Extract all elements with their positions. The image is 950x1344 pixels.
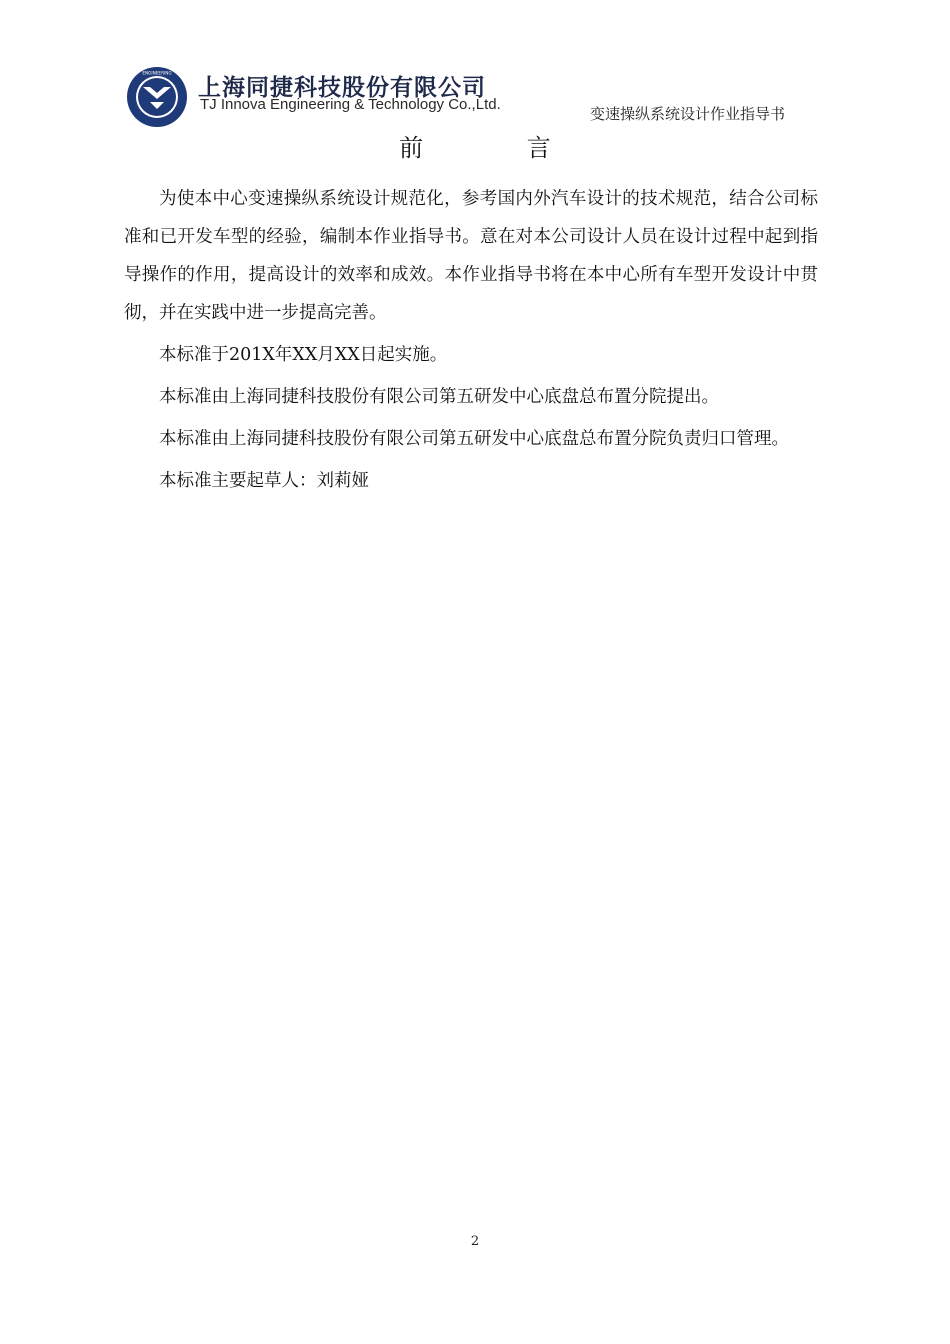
page-heading: 前 言 — [399, 134, 599, 162]
company-logo-seal — [126, 66, 188, 128]
svg-text:ENGINEERING: ENGINEERING — [142, 70, 172, 76]
company-name-cn: 上海同捷科技股份有限公司 — [198, 75, 486, 101]
paragraph-managed-by: 本标准由上海同捷科技股份有限公司第五研发中心底盘总布置分院负责归口管理。 — [159, 429, 789, 449]
document-title: 变速操纵系统设计作业指导书 — [590, 105, 786, 123]
paragraph-effective-date: 本标准于201X年XX月XX日起实施。 — [159, 345, 448, 365]
page-header — [120, 66, 820, 128]
paragraph-drafter: 本标准主要起草人：刘莉娅 — [159, 471, 369, 491]
paragraph-proposed-by: 本标准由上海同捷科技股份有限公司第五研发中心底盘总布置分院提出。 — [159, 387, 719, 407]
paragraph-intro: 为使本中心变速操纵系统设计规范化，参考国内外汽车设计的技术规范，结合公司标准和已开发车型的经验，编制本作业指导书。意在对本公司设计人员在设计过程中起到指导操作的作用，提高设计的效率和成效。本作业指导书将在本中心所有车型开发设计中贯彻，并在实践中进一步提高完善。 — [124, 189, 818, 323]
company-name-en: TJ Innova Engineering & Technology Co.,Ltd. — [200, 96, 501, 113]
preface-body — [124, 180, 818, 504]
page-number: 2 — [470, 1234, 480, 1249]
